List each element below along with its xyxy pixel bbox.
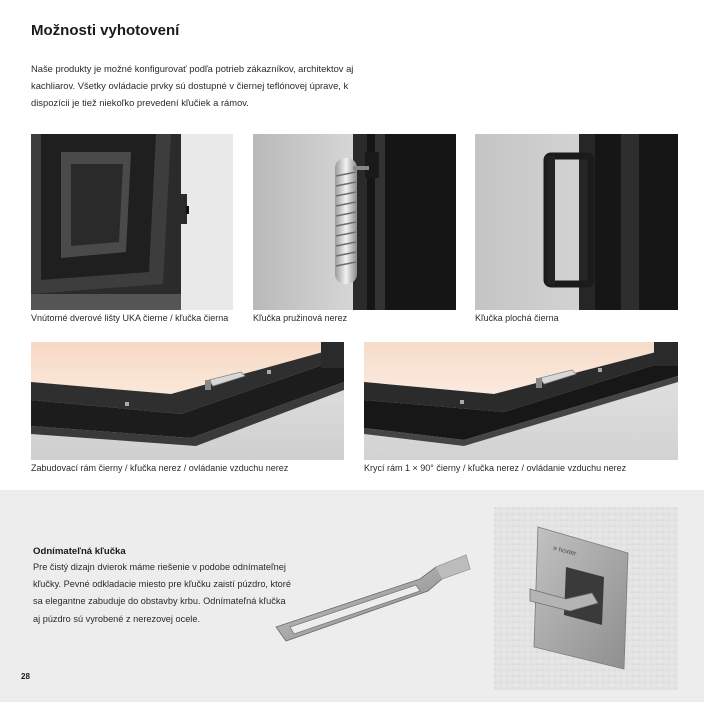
photo-flat-handle [475, 134, 678, 310]
caption-cover-frame: Krycí rám 1 × 90° čierny / kľučka nerez / ovládanie vzduchu nerez [364, 463, 627, 473]
removable-handle-title: Odnímateľná kľučka [33, 546, 126, 557]
page-number: 28 [21, 672, 30, 681]
photo-door-strips [31, 134, 233, 310]
photo-handle-holder [494, 507, 678, 690]
caption-built-in-frame: Zabudovací rám čierny / kľučka nerez / ovládanie vzduchu nerez [31, 463, 289, 473]
caption-spring-handle: Kľučka pružinová nerez [253, 313, 348, 323]
photo-built-in-frame [31, 342, 344, 460]
hoxter-logo: ≡ hoxter [552, 545, 577, 558]
page-title: Možnosti vyhotovení [31, 22, 180, 39]
removable-handle-text: Pre čistý dizajn dvierok máme riešenie v podobe odnímateľnej kľučky. Pevné odkladacie miesto pre kľučku zaistí púzdro, ktoré sa elegantne zabuduje do obstavby krbu. Odnímateľná kľučka aj púzdro sú vyrobené z nerezovej ocele. [33, 562, 291, 624]
photo-removable-handle [270, 545, 475, 650]
caption-flat-handle: Kľučka plochá čierna [475, 313, 559, 323]
caption-door-strips: Vnútorné dverové lišty UKA čierne / kľučka čierna [31, 313, 229, 323]
photo-spring-handle [253, 134, 456, 310]
intro-paragraph: Naše produkty je možné konfigurovať podľa potrieb zákazníkov, architektov aj kachliarov. Všetky ovládacie prvky sú dostupné v čiernej teflónovej úprave, k dispozícii je tiež niekoľko prevedení kľučiek a rámov. [31, 63, 354, 108]
photo-cover-frame [364, 342, 678, 460]
